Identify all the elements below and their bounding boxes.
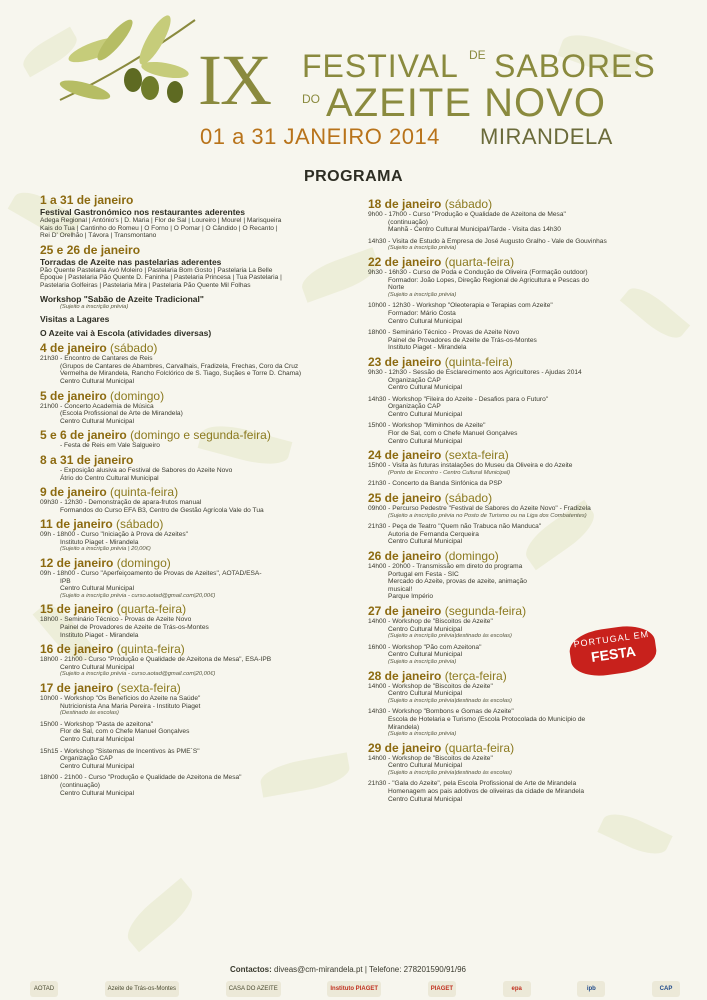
event-line: (Grupos de Cantares de Abambres, Carvalhais, Fradizela, Frechas, Coro da Cruz	[60, 362, 299, 370]
event-line: Organização CAP	[388, 376, 441, 384]
event-line: Centro Cultural Municipal	[388, 384, 463, 392]
event-line: Centro Cultural Municipal	[60, 762, 135, 770]
program-event	[368, 780, 693, 803]
event-line: Rei D' Orelhão | Távora | Transmontano	[40, 232, 157, 240]
event-date-text: 16 de janeiro	[40, 642, 114, 657]
event-line: 14h00 - Workshop de "Biscoitos de Azeite"	[368, 754, 493, 762]
event-line: Vermelha de Mirandela, Rancho Folclórico de S. Tiago, Suçães e Torre D. Chama)	[60, 370, 302, 378]
program-event	[40, 486, 360, 514]
program-event	[40, 748, 360, 771]
event-line: Instituto Piaget - Mirandela	[60, 631, 139, 639]
program-event	[40, 390, 360, 426]
program-event	[40, 194, 360, 240]
event-line: Painel de Provadores de Azeite de Trás-os-Montes	[60, 624, 209, 632]
event-date	[368, 550, 693, 563]
program-event	[40, 429, 360, 450]
program-event	[368, 356, 693, 392]
event-line: 09h - 18h00 - Curso "Iniciação à Prova de Azeites"	[40, 531, 188, 539]
event-date	[40, 486, 360, 499]
event-date-text: 9 de janeiro	[40, 485, 107, 500]
event-date-text: 28 de janeiro	[368, 668, 442, 683]
event-line: (continuação)	[388, 218, 428, 226]
event-note: (Sujeito a inscrição prévia)	[388, 731, 457, 738]
event-line: Centro Cultural Municipal	[388, 410, 463, 418]
sponsor-logo: CASA DO AZEITE	[226, 981, 281, 997]
event-line: 21h30 - Encontro de Cantares de Reis	[40, 355, 153, 363]
event-line: Centro Cultural Municipal	[60, 377, 135, 385]
event-line: 14h30 - Workshop "Fileira do Azeite - Desafios para o Futuro"	[368, 395, 549, 403]
program-event	[368, 238, 693, 252]
event-line: 9h00 - 17h00 - Curso "Produção e Qualidade de Azeitona de Mesa"	[368, 211, 566, 218]
event-date	[368, 449, 693, 462]
event-note: (Sujeito a inscrição prévia - curso.aotad@gmail.com|20,00€)	[60, 592, 216, 599]
event-weekday: (domingo)	[444, 549, 499, 563]
event-weekday: (sexta-feira)	[444, 448, 509, 463]
program-event	[368, 523, 693, 546]
program-event	[368, 256, 693, 298]
program-title: PROGRAMA	[303, 168, 404, 185]
event-date	[40, 603, 360, 616]
event-line: 15h15 - Workshop "Sistemas de Incentivos às PME´S"	[40, 747, 200, 755]
sponsor-logos	[30, 978, 680, 1000]
event-line: IPB	[60, 577, 71, 585]
event-line: Centro Cultural Municipal	[388, 762, 463, 770]
event-line: Centro Cultural Municipal	[388, 317, 463, 325]
program-event	[368, 670, 693, 705]
program-event	[40, 314, 360, 324]
event-line: 14h00 - 20h00 - Transmissão em direto do programa	[368, 563, 523, 570]
event-line: Kais do Tua | Cantinho do Romeu | O Forno | O Pomar | O Cândido | O Recanto |	[40, 224, 278, 232]
event-weekday: (sábado)	[444, 491, 493, 506]
event-date	[368, 492, 693, 505]
event-date	[368, 198, 693, 211]
badge-line1: PORTUGAL EM	[572, 628, 650, 650]
event-weekday: (quinta-feira)	[444, 354, 513, 369]
event-date-text: 1 a 31 de janeiro	[40, 193, 134, 207]
event-date	[368, 670, 693, 683]
program-event	[368, 449, 693, 476]
event-note: (Sujeito a inscrição prévia|destinado às escolas)	[388, 697, 512, 704]
event-title: O Azeite vai à Escola (atividades diversas)	[40, 328, 212, 339]
event-weekday: (domingo)	[110, 388, 165, 403]
program-event	[40, 643, 360, 678]
event-line: Formador: Mário Costa	[388, 309, 456, 317]
event-line: Centro Cultural Municipal	[388, 795, 463, 803]
event-line: 14h00 - Workshop de "Biscoitos de Azeite"	[368, 682, 493, 690]
event-weekday: (quarta-feira)	[116, 602, 187, 617]
event-line: Portugal em Festa - SIC	[388, 570, 459, 578]
program-right-column	[368, 198, 693, 807]
event-line: Manhã - Centro Cultural Municipal/Tarde - Visita das 14h30	[388, 226, 561, 234]
event-line: musical!	[388, 585, 413, 593]
event-note: (Sujeito a inscrição prévia | 20,00€)	[60, 546, 151, 553]
program-event	[40, 342, 360, 385]
event-date-text: 4 de janeiro	[40, 341, 107, 356]
program-event	[368, 742, 693, 777]
program-event	[40, 774, 360, 797]
contacts	[230, 965, 466, 974]
event-date-text: 25 e 26 de janeiro	[40, 242, 141, 257]
program-event	[40, 721, 360, 744]
event-date-text: 15 de janeiro	[40, 602, 114, 617]
program-event	[40, 294, 360, 311]
program-event	[40, 454, 360, 482]
event-date-text: 12 de janeiro	[40, 556, 114, 571]
program-event	[368, 480, 693, 488]
event-weekday: (terça-feira)	[444, 668, 507, 683]
event-line: - Exposição alusiva ao Festival de Sabores do Azeite Novo	[60, 466, 233, 474]
event-line: 09h - 18h00 - Curso "Aperfeiçoamento de Provas de Azeites", AOTAD/ESA-	[40, 570, 262, 578]
event-line: Instituto Piaget - Mirandela	[60, 538, 139, 546]
title-sabores: SABORES	[494, 48, 656, 84]
festival-city: MIRANDELA	[480, 124, 613, 149]
program-event	[40, 328, 360, 338]
event-weekday: (domingo)	[116, 556, 171, 571]
event-date	[40, 244, 360, 257]
event-line: 21h30 - "Gala do Azeite", pela Escola Profissional de Arte de Mirandela	[368, 780, 577, 788]
event-line: Mirandela)	[388, 723, 420, 731]
sponsor-logo: CAP	[652, 981, 680, 997]
event-line: Formandos do Curso EFA B3, Centro de Gestão Agrícola Vale do Tua	[60, 506, 264, 514]
title-festival: FESTIVAL	[302, 48, 459, 84]
event-line: 14h00 - Workshop de "Biscoitos de Azeite"	[368, 617, 493, 625]
contacts-label: Contactos:	[230, 965, 272, 974]
program-event	[368, 492, 693, 519]
event-line: 9h30 - 12h30 - Sessão de Esclarecimento aos Agricultores - Ajudas 2014	[368, 368, 582, 376]
event-weekday: (sábado)	[444, 197, 493, 211]
event-line: 15h00 - Workshop "Miminhos de Azeite"	[368, 422, 486, 430]
event-date	[40, 429, 360, 442]
event-line: 14h30 - Workshop "Bombons e Gomas de Azeite"	[368, 708, 514, 716]
program-event	[40, 518, 360, 553]
event-line: 21h30 - Concerto da Banda Sinfónica da PSP	[368, 480, 503, 488]
event-weekday: (quarta-feira)	[444, 254, 515, 269]
event-date-text: 11 de janeiro	[40, 517, 113, 532]
event-line: Escola de Hotelaria e Turismo (Escola Protocolada do Município de	[388, 715, 586, 723]
event-date	[40, 682, 360, 695]
event-title: Workshop "Sabão de Azeite Tradicional"	[40, 293, 204, 304]
event-date-text: 27 de janeiro	[368, 603, 442, 618]
sponsor-logo: PIAGET	[428, 981, 456, 997]
event-weekday: (domingo e segunda-feira)	[130, 428, 271, 443]
event-line: - Festa de Reis em Vale Salgueiro	[60, 442, 160, 450]
event-line: Flor de Sal, com o Chefe Manuel Gonçalves	[388, 430, 518, 438]
event-line: Nutricionista Ana Maria Pereira - Instituto Piaget	[60, 702, 201, 710]
program-event	[368, 302, 693, 325]
event-line: 15h00 - Workshop "Pasta de azeitona"	[40, 720, 154, 728]
event-line: 09h00 - Percurso Pedestre "Festival de Sabores do Azeite Novo" - Fradizela	[368, 505, 591, 513]
event-weekday: (segunda-feira)	[444, 603, 527, 618]
event-line: 18h00 - 21h00 - Curso "Produção e Qualidade de Azeitona de Mesa", ESA-IPB	[40, 656, 272, 664]
event-line: Flor de Sal, com o Chefe Manuel Gonçalves	[60, 728, 190, 736]
contacts-text: diveas@cm-mirandela.pt | Telefone: 278201590/91/96	[274, 965, 466, 974]
event-date	[40, 342, 360, 355]
event-line: Centro Cultural Municipal	[388, 625, 463, 633]
event-note: (Sujeito a inscrição prévia|destinado às escolas)	[388, 769, 512, 776]
event-line: Époque | Pastelaria Pão Quente D. Faninha | Pastelaria Princesa | Tua Pastelaria |	[40, 274, 282, 282]
event-line: Átrio do Centro Cultural Municipal	[60, 474, 159, 482]
sponsor-logo: Instituto PIAGET	[327, 981, 381, 997]
program-event	[368, 708, 693, 737]
event-line: Norte	[388, 284, 405, 292]
event-line: Centro Cultural Municipal	[60, 789, 135, 797]
event-line: Adega Regional | António's | D. Maria | Flor de Sal | Loureiro | Mourel | Marisqueira	[40, 217, 282, 224]
event-date	[40, 557, 360, 570]
event-line: Parque Império	[388, 593, 434, 601]
event-note: (Sujeito a inscrição prévia)	[388, 291, 457, 298]
event-date	[40, 194, 360, 207]
event-line: Centro Cultural Municipal	[388, 690, 463, 698]
event-date-text: 25 de janeiro	[368, 491, 442, 506]
event-line: Painel de Provadores de Azeite de Trás-os-Montes	[388, 336, 537, 344]
event-title: Visitas a Lagares	[40, 314, 110, 325]
program-event	[368, 198, 693, 234]
event-line: Pão Quente Pastelaria Avó Moleiro | Pastelaria Bom Gosto | Pastelaria La Belle	[40, 266, 273, 274]
program-event	[40, 603, 360, 639]
event-date-text: 26 de janeiro	[368, 549, 442, 563]
event-date	[368, 356, 693, 369]
event-weekday: (quinta-feira)	[116, 642, 185, 657]
event-note: (Sujeito a inscrição prévia|destinado às escolas)	[388, 633, 512, 640]
event-date	[40, 518, 360, 531]
event-line: (continuação)	[60, 781, 100, 789]
program-event	[368, 422, 693, 445]
event-date-text: 5 de janeiro	[40, 388, 107, 403]
event-note: (Destinado às escolas)	[60, 710, 119, 717]
event-date-text: 29 de janeiro	[368, 740, 442, 755]
sponsor-logo: ipb	[577, 981, 605, 997]
program-event	[368, 329, 693, 352]
event-note: (Sujeito a inscrição prévia)	[60, 303, 129, 310]
event-date-text: 23 de janeiro	[368, 354, 442, 369]
event-line: 14h30 - Visita de Estudo à Empresa de José Augusto Gralho - Vale de Gouvinhas	[368, 237, 607, 245]
event-weekday: (quinta-feira)	[110, 485, 179, 500]
event-date-text: 24 de janeiro	[368, 448, 442, 463]
edition-number: IX	[198, 40, 270, 120]
event-weekday: (sábado)	[116, 517, 164, 532]
event-note: (Sujeito a inscrição prévia no Posto de Turismo ou na Liga dos Combatentes)	[388, 512, 587, 519]
event-note: (Ponto de Encontro - Centro Cultural Municipal)	[388, 469, 511, 476]
event-note: (Sujeito a inscrição prévia - curso.aotad@gmail.com|20,00€)	[60, 671, 216, 678]
title-do: DO	[302, 92, 320, 106]
event-date	[368, 605, 693, 618]
program-event	[368, 550, 693, 601]
event-date-text: 17 de janeiro	[40, 681, 114, 695]
event-line: Instituto Piaget - Mirandela	[388, 344, 467, 352]
event-date-text: 18 de janeiro	[368, 197, 442, 211]
sponsor-logo: AOTAD	[30, 981, 58, 997]
event-date	[368, 256, 693, 269]
event-date	[40, 390, 360, 403]
program-event	[368, 396, 693, 419]
event-line: (Escola Profissional de Arte de Mirandela)	[60, 410, 183, 418]
sponsor-logo: epa	[503, 981, 531, 997]
sponsor-logo: Azeite de Trás-os-Montes	[105, 981, 179, 997]
event-line: Organização CAP	[388, 403, 441, 411]
event-line: Homenagem aos pais adotivos de oliveiras da cidade de Mirandela	[388, 788, 585, 796]
event-note: (Sujeito a inscrição prévia)	[388, 658, 457, 665]
event-line: Centro Cultural Municipal	[388, 437, 463, 445]
program-event	[40, 244, 360, 290]
event-line: Formador: João Lopes, Direção Regional de Agricultura e Pescas do	[388, 276, 589, 284]
event-date-text: 22 de janeiro	[368, 254, 442, 269]
event-line: 9h30 - 16h30 - Curso de Poda e Condução de Oliveira (Formação outdoor)	[368, 268, 588, 276]
title-de: DE	[469, 48, 486, 62]
event-line: Centro Cultural Municipal	[388, 651, 463, 659]
event-line: 09h30 - 12h30 - Demonstração de apara-frutos manual	[40, 499, 202, 507]
badge-line2: FESTA	[590, 642, 637, 666]
event-note: (Sujeito a inscrição prévia)	[388, 245, 457, 252]
event-line: Centro Cultural Municipal	[60, 417, 135, 425]
event-line: 18h00 - Seminário Técnico - Provas de Azeite Novo	[40, 616, 192, 624]
olive-branch-icon	[55, 10, 205, 120]
event-date	[40, 454, 360, 467]
event-title: Festival Gastronómico nos restaurantes aderentes	[40, 207, 246, 217]
event-line: 18h00 - 21h00 - Curso "Produção e Qualidade de Azeitona de Mesa"	[40, 774, 242, 782]
event-weekday: (sexta-feira)	[116, 681, 181, 695]
event-date	[368, 742, 693, 755]
event-date-text: 5 e 6 de janeiro	[40, 428, 127, 443]
event-line: Centro Cultural Municipal	[60, 585, 135, 593]
event-title: Torradas de Azeite nas pastelarias aderentes	[40, 256, 222, 267]
event-line: 18h00 - Seminário Técnico - Provas de Azeite Novo	[368, 329, 520, 337]
event-date-text: 8 a 31 de janeiro	[40, 452, 134, 467]
program-event	[40, 557, 360, 599]
event-line: Autoria de Fernanda Cerqueira	[388, 530, 479, 538]
event-line: 15h00 - Visita às futuras instalações do Museu da Oliveira e do Azeite	[368, 462, 573, 470]
event-weekday: (sábado)	[110, 341, 158, 356]
event-line: 10h00 - Workshop "Os Benefícios do Azeite na Saúde"	[40, 695, 201, 702]
festival-header	[0, 0, 707, 160]
festival-dates: 01 a 31 JANEIRO 2014	[200, 124, 440, 149]
event-line: Mercado do Azeite, provas de azeite, animação	[388, 578, 527, 586]
event-weekday: (quarta-feira)	[444, 740, 515, 755]
event-line: Centro Cultural Municipal	[388, 538, 463, 546]
event-line: 21h30 - Peça de Teatro "Quem não Trabuca não Manduca"	[368, 523, 542, 531]
event-line: 16h00 - Workshop "Pão com Azeitona"	[368, 643, 482, 651]
event-line: Centro Cultural Municipal	[60, 735, 135, 743]
event-date	[40, 643, 360, 656]
event-line: Organização CAP	[60, 755, 113, 763]
event-line: Centro Cultural Municipal	[60, 663, 135, 671]
program-event	[40, 682, 360, 717]
title-azeite-novo: AZEITE NOVO	[326, 81, 606, 125]
event-line: 21h00 - Concerto Academia de Música	[40, 402, 154, 410]
event-line: 10h00 - 12h30 - Workshop "Oleoterapia e Terapias com Azeite"	[368, 302, 553, 310]
program-left-column	[40, 194, 360, 801]
event-line: Pastelaria Golfeiras | Pastelaria Mira | Pastelaria Pão Quente Mil Folhas	[40, 281, 251, 289]
